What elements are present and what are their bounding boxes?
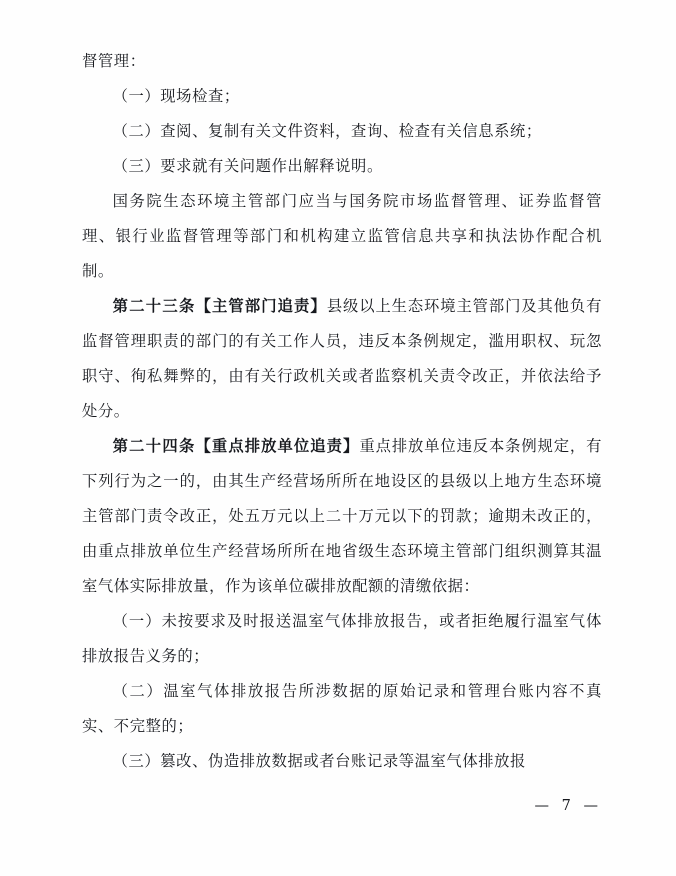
footer-dash-right: — bbox=[583, 798, 602, 814]
article-24-list-item-2: （二）温室气体排放报告所涉数据的原始记录和管理台账内容不真实、不完整的； bbox=[82, 682, 602, 735]
list-item-3: （三）要求就有关问题作出解释说明。 bbox=[112, 157, 383, 175]
article-24-text: 重点排放单位违反本条例规定，有下列行为之一的，由其生产经营场所所在地设区的县级以上地方生态环境主管部门责令改正，处五万元以上二十万元以下的罚款；逾期未改正的，由重点排放单位生产经营场所所在地省级生态环境主管部门组织测算其温室气体实际排放量，作为该单位碳排放配额的清缴依据： bbox=[82, 437, 602, 595]
paragraph-state-council: 国务院生态环境主管部门应当与国务院市场监督管理、证券监督管理、银行业监督管理等部门和机构建立监管信息共享和执法协作配合机制。 bbox=[82, 192, 602, 280]
footer-dash-left: — bbox=[534, 798, 554, 814]
page-footer bbox=[0, 798, 602, 814]
article-24 bbox=[82, 429, 602, 604]
article-23 bbox=[82, 289, 602, 429]
article-24-title: 【重点排放单位追责】 bbox=[195, 437, 360, 455]
list-item-1: （一）现场检查； bbox=[112, 87, 240, 105]
article-24-list-item-1: （一）未按要求及时报送温室气体排放报告，或者拒绝履行温室气体排放报告义务的； bbox=[82, 612, 602, 665]
paragraph-continuation: 督管理： bbox=[82, 52, 146, 70]
article-23-text: 县级以上生态环境主管部门及其他负有监督管理职责的部门的有关工作人员，违反本条例规定，滥用职权、玩忽职守、徇私舞弊的，由有关行政机关或者监察机关责令改正，并依法给予处分。 bbox=[82, 297, 602, 420]
list-item-2: （二）查阅、复制有关文件资料，查询、检查有关信息系统； bbox=[112, 122, 542, 140]
document-body bbox=[82, 44, 602, 779]
article-24-list-item-3: （三）篡改、伪造排放数据或者台账记录等温室气体排放报 bbox=[112, 752, 526, 770]
article-23-title: 【主管部门追责】 bbox=[195, 297, 327, 315]
article-23-label: 第二十三条 bbox=[112, 297, 196, 315]
article-24-label: 第二十四条 bbox=[112, 437, 196, 455]
page-number: 7 bbox=[561, 798, 575, 814]
